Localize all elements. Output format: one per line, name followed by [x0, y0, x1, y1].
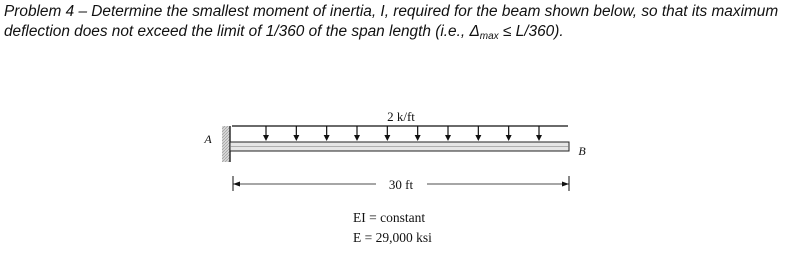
problem-text-mid: , required for the beam shown below, so that its maximum deflection does not exceed the limit of 1/360 of the span length (i.e., — [4, 3, 779, 40]
load-label: 2 k/ft — [387, 109, 415, 124]
load-arrow-head — [536, 135, 542, 141]
load-arrow-head — [415, 135, 421, 141]
fixed-support-a — [222, 126, 230, 162]
problem-dash: – — [78, 3, 87, 20]
problem-text-end: ≤ L/360). — [498, 23, 564, 40]
load-arrows — [263, 126, 542, 141]
span-label: 30 ft — [388, 177, 414, 192]
ei-label: EI = constant — [353, 210, 426, 225]
load-arrow-head — [475, 135, 481, 141]
delta-symbol: Δ — [469, 23, 480, 40]
load-arrow-head — [324, 135, 330, 141]
load-arrow-head — [506, 135, 512, 141]
load-arrow-head — [384, 135, 390, 141]
problem-label: Problem 4 — [4, 3, 75, 20]
load-arrow-head — [354, 135, 360, 141]
dim-arrow-left — [233, 182, 240, 187]
load-arrow-head — [293, 135, 299, 141]
e-label: E = 29,000 ksi — [353, 230, 432, 245]
load-arrow-head — [263, 135, 269, 141]
problem-text-before: Determine the smallest moment of inertia, — [91, 3, 381, 20]
load-arrow-head — [445, 135, 451, 141]
inertia-symbol: I — [380, 3, 385, 20]
support-a-label: A — [204, 132, 212, 146]
dim-arrow-right — [562, 182, 569, 187]
support-b-label: B — [578, 144, 586, 158]
delta-subscript: max — [479, 31, 499, 42]
